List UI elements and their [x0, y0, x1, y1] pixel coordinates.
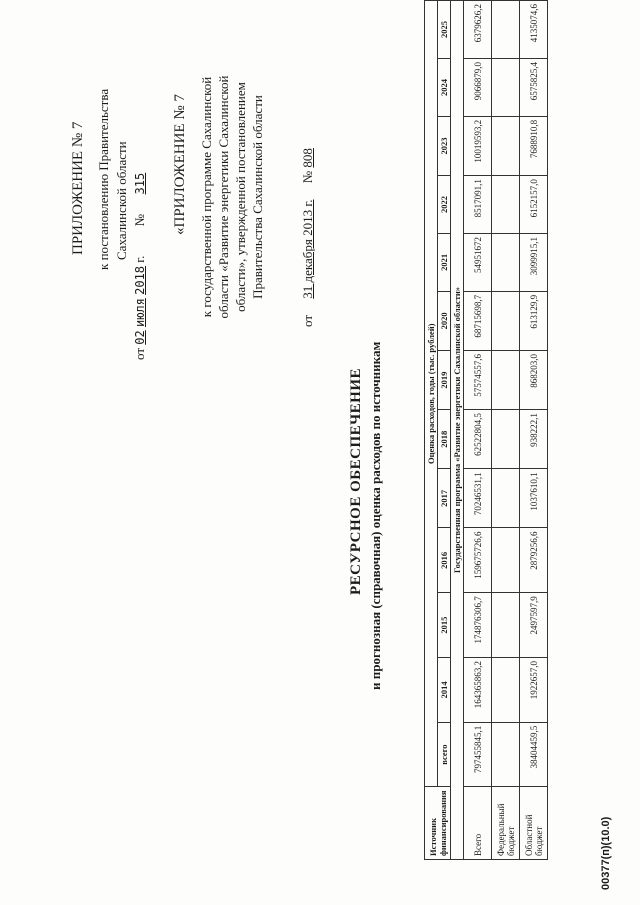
table-cell: 2879256,6 — [520, 528, 548, 593]
table-row — [520, 1, 548, 860]
table-cell — [492, 350, 520, 409]
appendix-title: ПРИЛОЖЕНИЕ № 7 — [70, 121, 86, 255]
date-day: 02 — [133, 330, 147, 345]
table-cell: 54951672 — [464, 233, 492, 291]
year-header: 2025 — [438, 1, 451, 59]
appendix2-date-value: 31 декабря 2013 г. — [300, 199, 315, 299]
table-cell: 1922657,0 — [520, 658, 548, 723]
table-cell: 2497597,9 — [520, 593, 548, 658]
table-cell: 6575825,4 — [520, 59, 548, 117]
appendix2-title: «ПРИЛОЖЕНИЕ № 7 — [172, 94, 188, 235]
year-header: 2016 — [438, 528, 451, 593]
table-cell — [492, 469, 520, 528]
page-title: РЕСУРСНОЕ ОБЕСПЕЧЕНИЕ — [348, 367, 364, 595]
year-header: 2021 — [438, 233, 451, 291]
program-row — [451, 1, 464, 860]
table-cell: 10019593,2 — [464, 116, 492, 175]
table-cell: 797455845,1 — [464, 722, 492, 787]
table-cell: 868203,0 — [520, 350, 548, 409]
table-cell: 8517091,1 — [464, 176, 492, 234]
table-cell — [492, 593, 520, 658]
table-cell: 7688910,8 — [520, 116, 548, 175]
table-cell — [492, 410, 520, 469]
table-cell: 164365863,2 — [464, 658, 492, 723]
table-cell — [492, 116, 520, 175]
table-cell — [492, 528, 520, 593]
footer-code: 00377(п)(10.0) — [600, 816, 612, 890]
year-header: 2023 — [438, 116, 451, 175]
year-header: 2020 — [438, 291, 451, 350]
table-cell: 57574557,6 — [464, 350, 492, 409]
appendix2-number: 808 — [300, 148, 315, 168]
table-header-row — [425, 1, 438, 860]
year-header: 2018 — [438, 410, 451, 469]
table-cell — [492, 233, 520, 291]
year-header: всего — [438, 722, 451, 787]
table-cell: 159675726,6 — [464, 528, 492, 593]
table-cell: 68715698,7 — [464, 291, 492, 350]
row-label: Областной бюджет — [520, 787, 548, 860]
col-estimate-header: Оценка расходов, годы (тыс. рублей) — [425, 1, 438, 788]
year-header-row — [438, 1, 451, 860]
table-cell: 3099915,1 — [520, 233, 548, 291]
date-month: июля — [133, 298, 147, 328]
table-row — [492, 1, 520, 860]
table-cell: 4135074,6 — [520, 1, 548, 59]
number-sign: № — [300, 170, 315, 184]
table-cell: 938222,1 — [520, 410, 548, 469]
number-sign: № — [132, 213, 147, 227]
page-subtitle: и прогнозная (справочная) оценка расходов по источникам — [368, 341, 383, 690]
year-header: 2015 — [438, 593, 451, 658]
year-header: 2019 — [438, 350, 451, 409]
appendix-line2: Сахалинской области — [114, 141, 129, 260]
table-cell: 6379626,2 — [464, 1, 492, 59]
date-year: 2018 — [133, 265, 147, 295]
appendix2-date — [300, 148, 316, 327]
date-suffix: г. — [132, 255, 147, 263]
appendix-line1: к постановлению Правительства — [96, 88, 111, 270]
appendix-date — [132, 173, 148, 360]
table-cell: 174876306,7 — [464, 593, 492, 658]
date-prefix: от — [132, 347, 147, 360]
table-cell: 62522804,5 — [464, 410, 492, 469]
col-source-header: Источник финансирования — [425, 787, 451, 860]
table-cell — [492, 59, 520, 117]
table-cell: 9066879,0 — [464, 59, 492, 117]
table-cell: 38404459,5 — [520, 722, 548, 787]
table-cell — [492, 176, 520, 234]
appendix2-lines: к государственной программе Сахалинской области «Развитие энергетики Сахалинской области», утвержденной постановлением Правительства Сахалинской области — [199, 75, 265, 319]
resource-table — [424, 0, 548, 860]
table-cell: 6152157,0 — [520, 176, 548, 234]
table-cell — [492, 1, 520, 59]
table-row — [464, 1, 492, 860]
year-header: 2014 — [438, 658, 451, 723]
program-title: Государственная программа «Развитие энергетики Сахалинской области» — [451, 1, 464, 860]
decree-number: 315 — [133, 172, 147, 195]
row-label: Федеральный бюджет — [492, 787, 520, 860]
table-cell: 1037610,1 — [520, 469, 548, 528]
year-header: 2022 — [438, 176, 451, 234]
table-cell — [492, 291, 520, 350]
table-cell: 70246531,1 — [464, 469, 492, 528]
year-header: 2017 — [438, 469, 451, 528]
table-cell: 613129,9 — [520, 291, 548, 350]
table-cell — [492, 658, 520, 723]
table-cell — [492, 722, 520, 787]
row-label: Всего — [464, 787, 492, 860]
year-header: 2024 — [438, 59, 451, 117]
date-prefix: от — [300, 314, 315, 327]
